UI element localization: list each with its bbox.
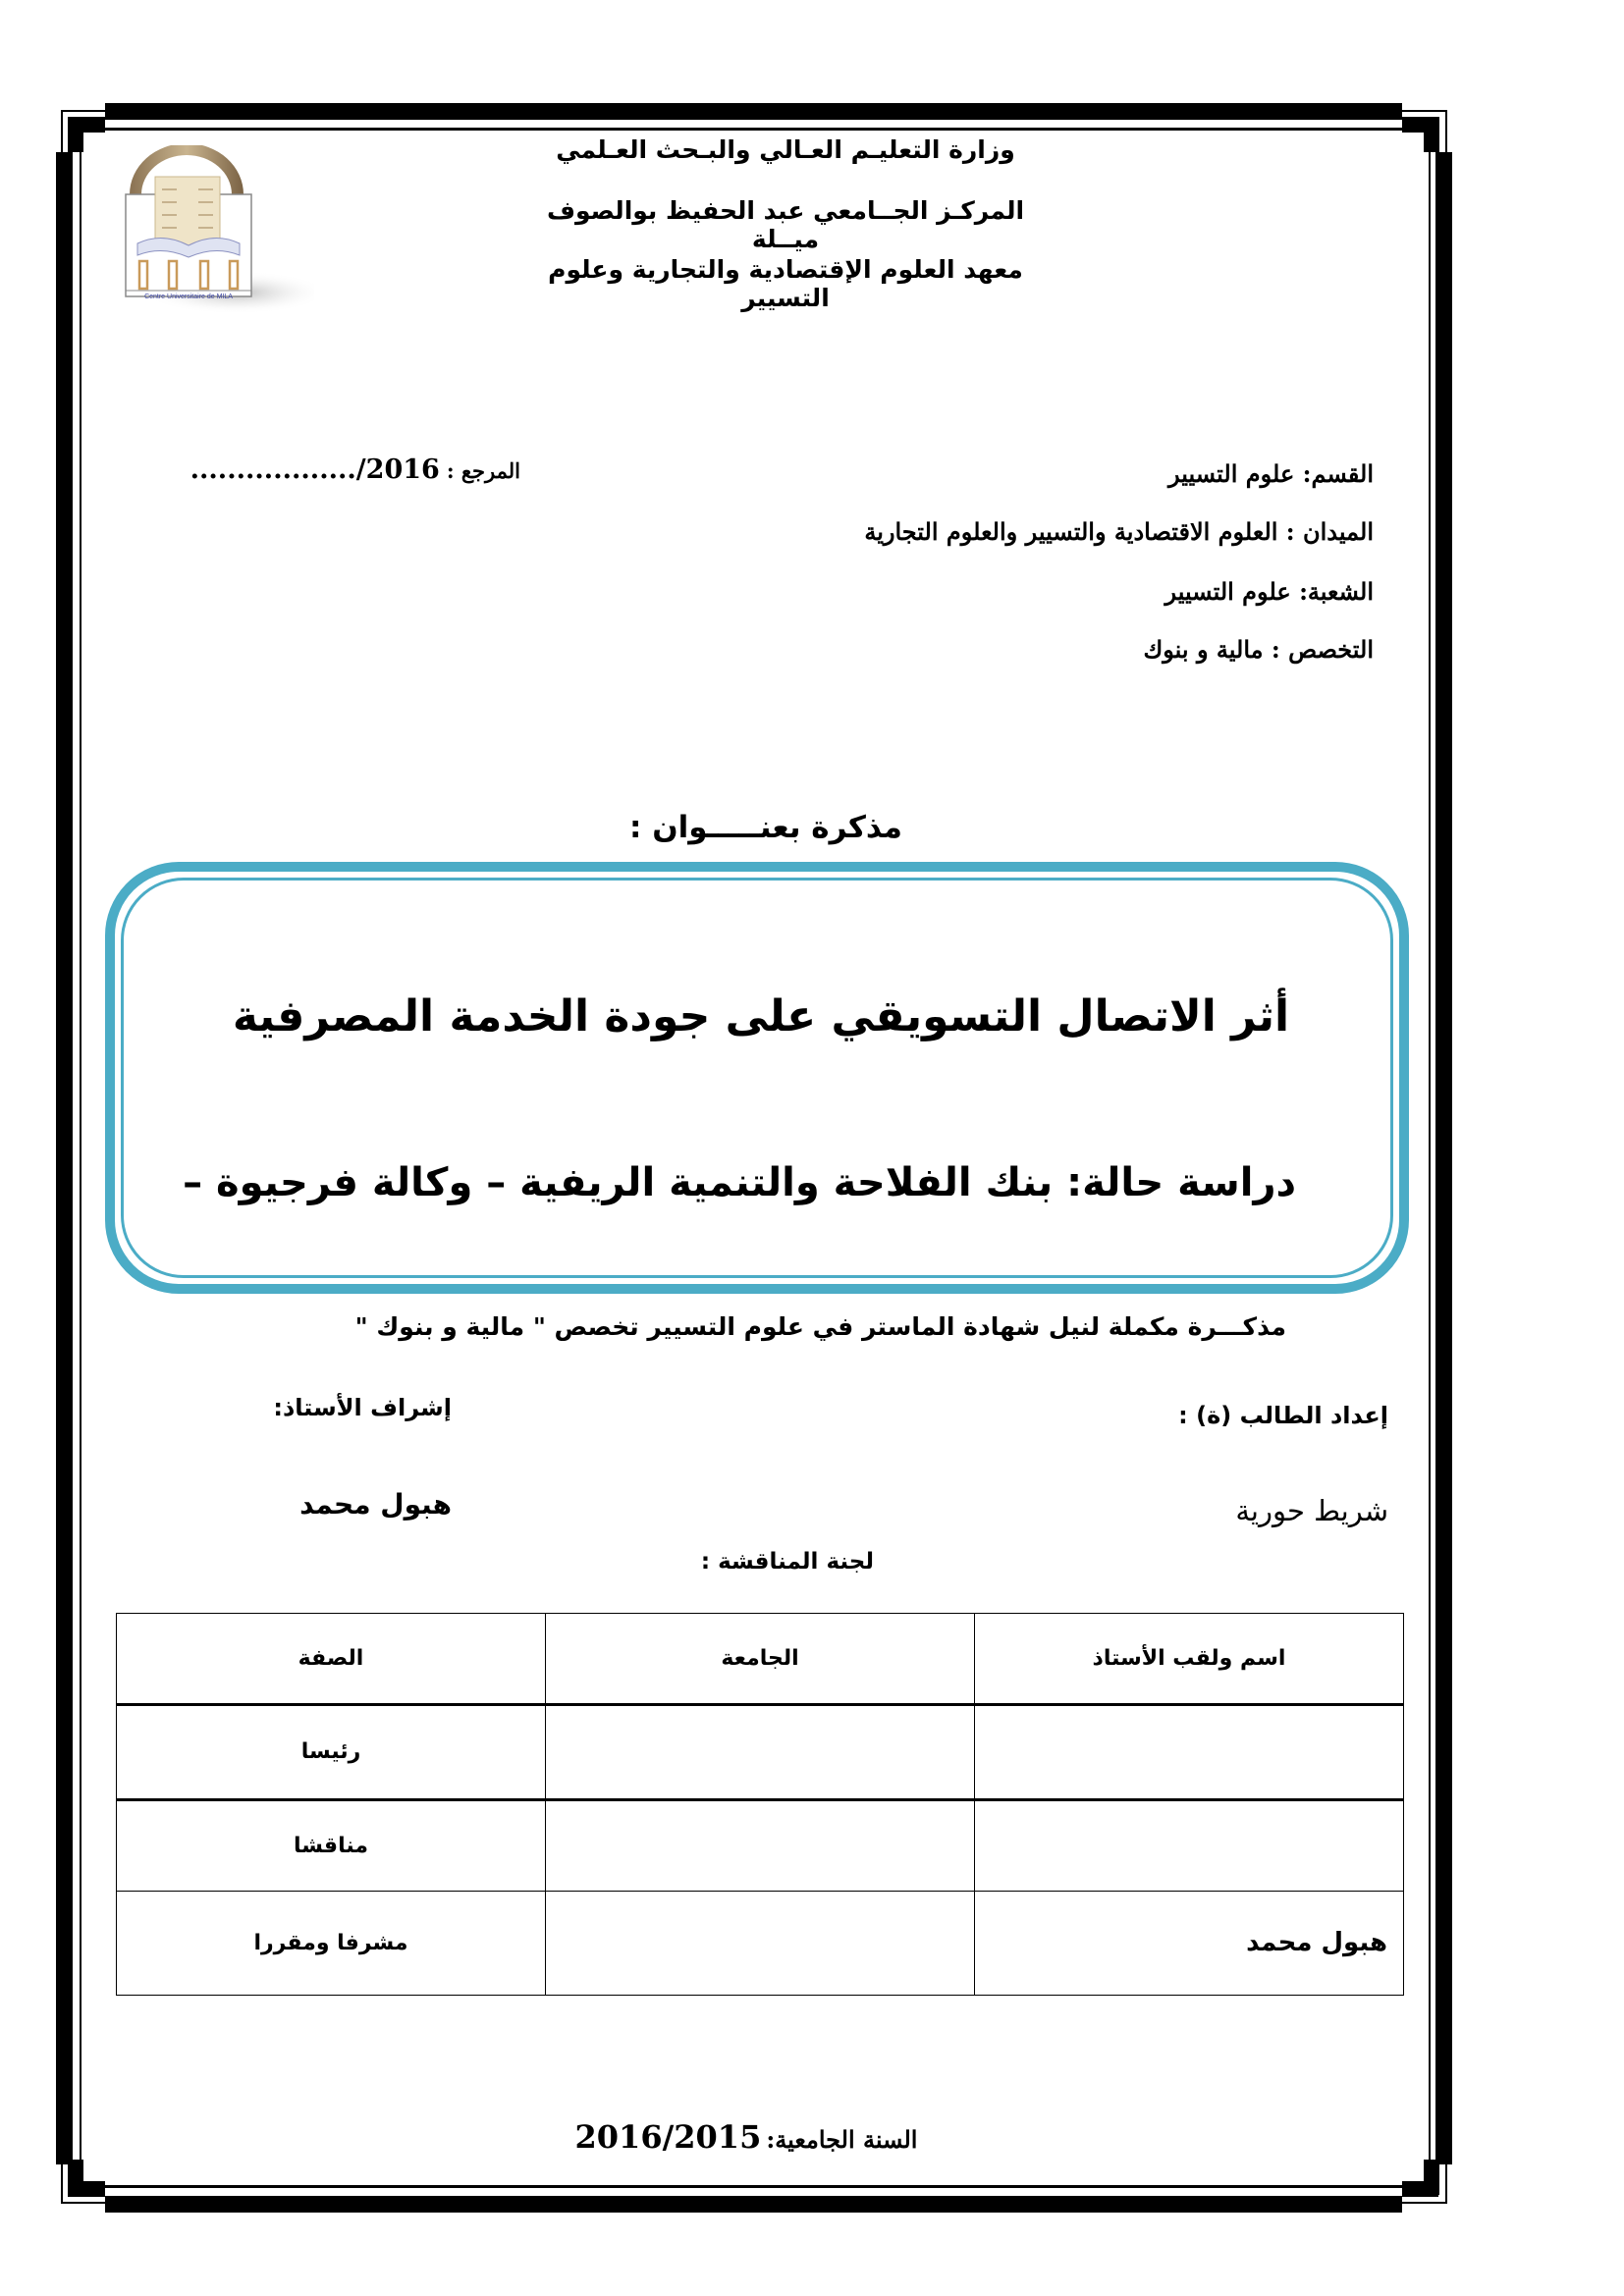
jury-table-header	[117, 1614, 1404, 1705]
table-row	[117, 1891, 1404, 1995]
title-box	[105, 862, 1409, 1294]
frame-bottom-outline-right-v	[1445, 2160, 1447, 2204]
frame-bottom-outline-right	[1402, 2202, 1446, 2204]
frame-corner-bl-2	[68, 2181, 105, 2197]
jury-member-role: مناقشا	[117, 1799, 546, 1891]
student-label: إعداد الطالب (ة) :	[1178, 1402, 1388, 1429]
field: الميدان : العلوم الاقتصادية والتسيير والعلوم التجارية	[864, 517, 1374, 546]
jury-member-name: هبول محمد	[975, 1891, 1404, 1995]
department: القسم: علوم التسيير	[1168, 459, 1374, 488]
university-building-icon	[118, 145, 314, 317]
supervisor-label: إشراف الأستاذ:	[273, 1394, 452, 1421]
memo-heading: مذكرة بعنـــــوان :	[629, 810, 902, 845]
frame-left-outline	[61, 110, 63, 152]
frame-corner-tr-2	[1424, 117, 1439, 152]
frame-bottom-outline	[61, 2202, 105, 2204]
jury-member-role: مشرفا ومقررا	[117, 1891, 546, 1995]
frame-right-thick	[1435, 152, 1452, 2164]
column-header-university: الجامعة	[546, 1614, 975, 1705]
student-name: شريط حورية	[1235, 1494, 1388, 1527]
jury-member-name	[975, 1705, 1404, 1799]
jury-member-university	[546, 1799, 975, 1891]
frame-left-thick	[56, 152, 73, 2164]
frame-right-thin	[1429, 152, 1431, 2164]
specialty: التخصص : مالية و بنوك	[1143, 635, 1374, 664]
frame-top-outline-right	[1402, 110, 1446, 112]
column-header-name: اسم ولقب الأستاذ	[975, 1614, 1404, 1705]
table-row	[117, 1705, 1404, 1799]
table-row	[117, 1799, 1404, 1891]
reference	[167, 454, 520, 485]
reference-value: ................../2016	[189, 454, 440, 485]
academic-year-value: 2016/2015	[574, 2118, 762, 2156]
supervisor-name: هبول محمد	[299, 1488, 452, 1521]
university-logo	[118, 145, 255, 302]
frame-bottom-thick	[105, 2196, 1402, 2213]
frame-top-thick	[105, 103, 1402, 120]
branch: الشعبة: علوم التسيير	[1164, 577, 1374, 606]
academic-year-label: السنة الجامعية:	[766, 2125, 918, 2154]
column-header-role: الصفة	[117, 1614, 546, 1705]
jury-member-name	[975, 1799, 1404, 1891]
reference-label: المرجع :	[446, 458, 520, 483]
frame-right-outline	[1445, 110, 1447, 152]
university-name: المركـز الجــامعي عبد الحفيظ بوالصوف ميــلة	[546, 196, 1025, 253]
degree-note: مذكـــرة مكملة لنيل شهادة الماستر في علوم التسيير تخصص " مالية و بنوك "	[354, 1312, 1286, 1341]
case-study-title: دراسة حالة: بنك الفلاحة والتنمية الريفية – وكالة فرجيوة –	[183, 1160, 1296, 1205]
jury-member-university	[546, 1891, 975, 1995]
jury-label: لجنة المناقشة :	[700, 1549, 874, 1575]
frame-top-outline	[61, 110, 105, 112]
jury-member-university	[546, 1705, 975, 1799]
frame-corner-tl-2	[68, 117, 83, 152]
frame-bottom-outline-left	[61, 2160, 63, 2204]
jury-table	[116, 1613, 1404, 1996]
title-box-inner-border	[121, 878, 1393, 1278]
frame-corner-br-2	[1402, 2181, 1438, 2197]
frame-bottom-thin	[105, 2185, 1402, 2188]
institute-name: معهد العلوم الإقتصادية والتجارية وعلوم التسيير	[548, 255, 1023, 312]
logo-caption: Centre Universitaire de MILA	[144, 294, 233, 300]
academic-year	[550, 2118, 943, 2156]
thesis-title: أثر الاتصال التسويقي على جودة الخدمة المصرفية	[232, 991, 1290, 1041]
frame-top-thin	[105, 128, 1402, 131]
jury-member-role: رئيسا	[117, 1705, 546, 1799]
frame-left-thin	[80, 152, 81, 2164]
ministry-name: وزارة التعليـم العـالي والبـحث العـلمي	[556, 135, 1015, 164]
